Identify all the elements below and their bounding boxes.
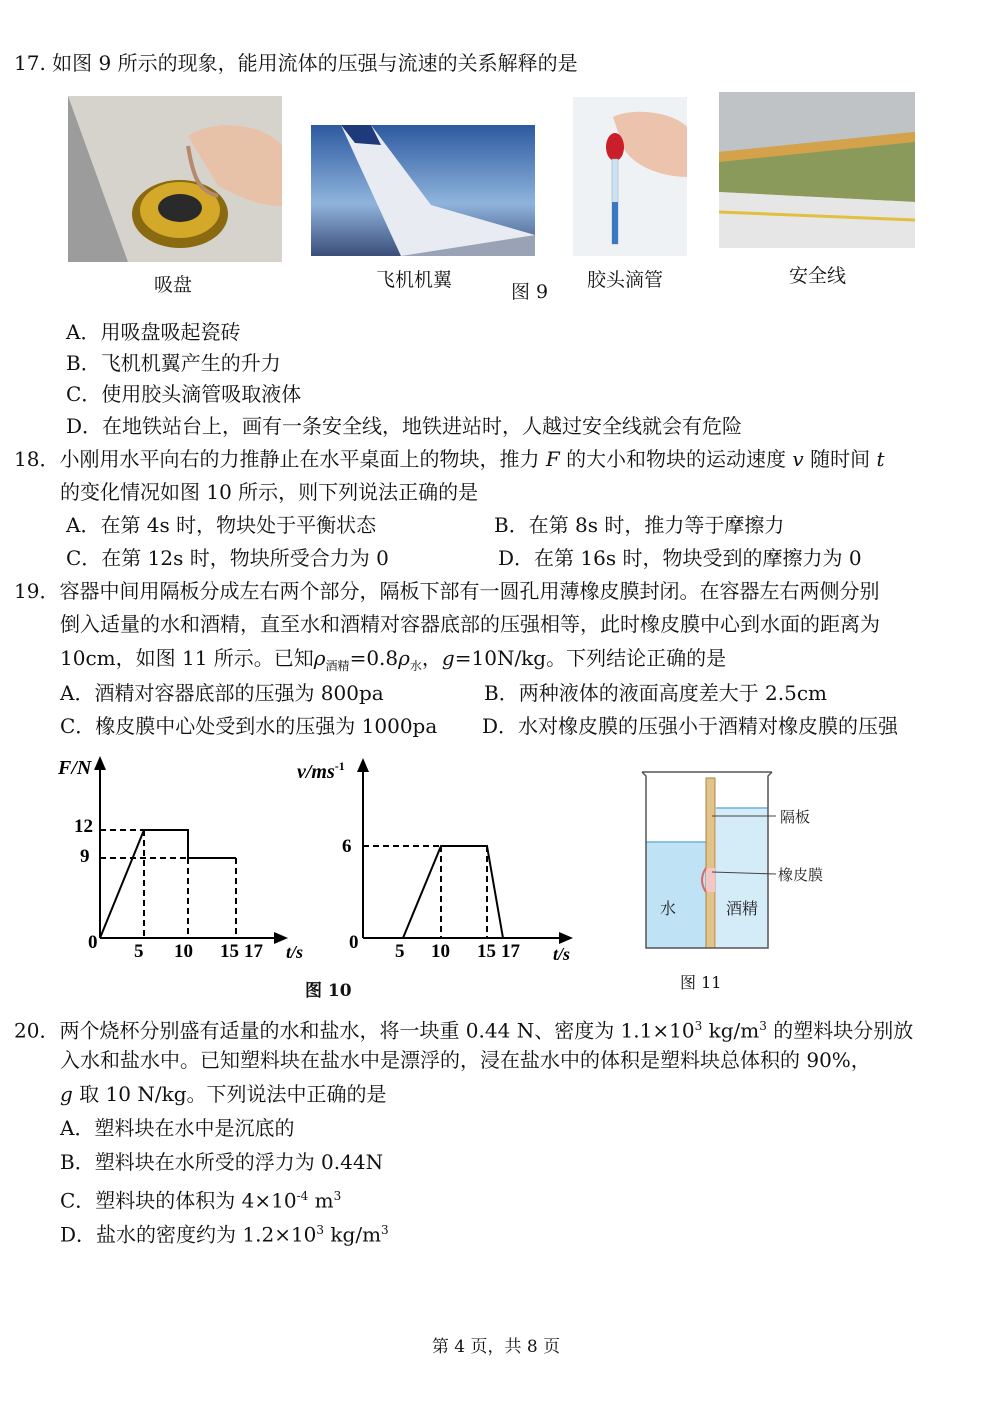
label-alcohol: 酒精	[726, 901, 759, 918]
f-xlabel: t/s	[286, 942, 304, 962]
fig10-force-graph	[50, 750, 320, 1000]
q19-option-d: D．水对橡皮膜的压强小于酒精对橡皮膜的压强	[482, 714, 899, 738]
caption-fig9: 图 9	[511, 281, 549, 303]
q17-stem: 17. 如图 9 所示的现象，能用流体的压强与流速的关系解释的是	[14, 51, 578, 75]
q19-stem-line2: 倒入适量的水和酒精，直至水和酒精对容器底部的压强相等，此时橡皮膜中心到水面的距离为	[60, 612, 880, 636]
q20-option-d: D．盐水的密度约为 $1.2\times 10^3$ $kg/m^3$	[60, 1222, 389, 1247]
fig10-caption: 图 10	[305, 981, 352, 1001]
f-ytick-9: 9	[80, 846, 90, 867]
q20-option-c: C．塑料块的体积为 $4\times 10^{-4}$ $m^3$	[60, 1188, 342, 1213]
q20-option-b: B．塑料块在水所受的浮力为 0.44N	[60, 1150, 384, 1174]
f-ylabel: F/N	[58, 757, 92, 779]
label-water: 水	[660, 901, 677, 918]
suction-cup-photo	[68, 96, 282, 262]
label-membrane: 橡皮膜	[778, 868, 824, 884]
v-xtick-10: 10	[431, 941, 450, 962]
v-axis-x-arrow	[559, 932, 573, 944]
f-xtick-10: 10	[174, 941, 193, 962]
f-xtick-17: 17	[244, 941, 263, 962]
caption-suction: 吸盘	[154, 274, 193, 296]
q18-option-b: B．在第 8s 时，推力等于摩擦力	[494, 513, 785, 537]
f-axis-y-arrow	[94, 756, 106, 770]
subway-image	[719, 92, 915, 248]
q19-option-a: A．酒精对容器底部的压强为 800pa	[60, 681, 384, 705]
v-xtick-5: 5	[395, 941, 405, 962]
v-xtick-0: 0	[349, 932, 359, 953]
f-xtick-15: 15	[220, 941, 239, 962]
caption-dropper: 胶头滴管	[587, 269, 664, 291]
f-xtick-5: 5	[134, 941, 144, 962]
q20-stem-line3: g 取 10 N/kg。下列说法中正确的是	[60, 1082, 387, 1106]
v-ylabel: $v/ms^{-1}$	[297, 759, 345, 783]
q20-option-a: A．塑料块在水中是沉底的	[60, 1116, 295, 1140]
q18-option-a: A．在第 4s 时，物块处于平衡状态	[66, 513, 377, 537]
q20-stem-line2: 入水和盐水中。已知塑料块在盐水中是漂浮的，浸在盐水中的体积是塑料块总体积的 90%，	[60, 1048, 871, 1072]
q19-option-c: C．橡皮膜中心处受到水的压强为 1000pa	[60, 714, 438, 738]
q20-stem-line1: 20．两个烧杯分别盛有适量的水和盐水，将一块重 0.44 N、密度为 $1.1\times 10^3$ $kg/m^3$ 的塑料块分别放	[14, 1018, 914, 1043]
v-xlabel: t/s	[553, 944, 571, 964]
dropper-image	[573, 97, 687, 256]
fig10-velocity-graph	[295, 752, 595, 1002]
wing-photo	[311, 125, 535, 256]
caption-safety: 安全线	[789, 265, 847, 287]
page-footer: 第 4 页，共 8 页	[431, 1337, 561, 1357]
q17-option-c: C．使用胶头滴管吸取液体	[66, 382, 302, 406]
q17-option-b: B．飞机机翼产生的升力	[66, 351, 281, 375]
q17-option-a: A．用吸盘吸起瓷砖	[66, 320, 241, 344]
f-ytick-12: 12	[74, 816, 93, 837]
fig11-caption: 图 11	[680, 973, 722, 992]
v-xtick-15: 15	[477, 941, 496, 962]
partition	[706, 778, 715, 948]
q18-stem-line2: 的变化情况如图 10 所示，则下列说法正确的是	[60, 480, 479, 504]
q18-stem-line1: 18．小刚用水平向右的力推静止在水平桌面上的物块，推力 F 的大小和物块的运动速度 v 随时间 t	[14, 447, 885, 471]
q18-option-c: C．在第 12s 时，物块所受合力为 0	[66, 546, 389, 570]
f-xtick-0: 0	[88, 932, 98, 953]
v-axis-y-arrow	[357, 758, 369, 772]
subway-photo	[719, 92, 915, 248]
water-body	[646, 842, 708, 948]
label-partition: 隔板	[780, 810, 811, 826]
q18-option-d: D．在第 16s 时，物块受到的摩擦力为 0	[498, 546, 862, 570]
wing-image	[311, 125, 535, 256]
v-xtick-17: 17	[501, 941, 520, 962]
suction-cup-image	[68, 96, 282, 262]
caption-wing: 飞机机翼	[376, 269, 453, 291]
f-curve	[100, 830, 236, 938]
fig11-container	[640, 768, 840, 953]
f-guides	[100, 830, 236, 938]
alcohol-body	[716, 808, 768, 948]
q17-option-d: D．在地铁站台上，画有一条安全线，地铁进站时，人越过安全线就会有危险	[66, 414, 743, 438]
q19-option-b: B．两种液体的液面高度差大于 2.5cm	[484, 681, 828, 705]
v-guides	[363, 846, 487, 938]
v-ytick-6: 6	[342, 836, 352, 857]
q19-stem-line1: 19．容器中间用隔板分成左右两个部分，隔板下部有一圆孔用薄橡皮膜封闭。在容器左右两侧分别	[14, 579, 880, 603]
dropper-photo	[573, 97, 687, 256]
q19-stem-line3: 10cm，如图 11 所示。已知$\rho_{酒精}=0.8\rho_水$，g=10N/kg。下列结论正确的是	[60, 646, 727, 673]
